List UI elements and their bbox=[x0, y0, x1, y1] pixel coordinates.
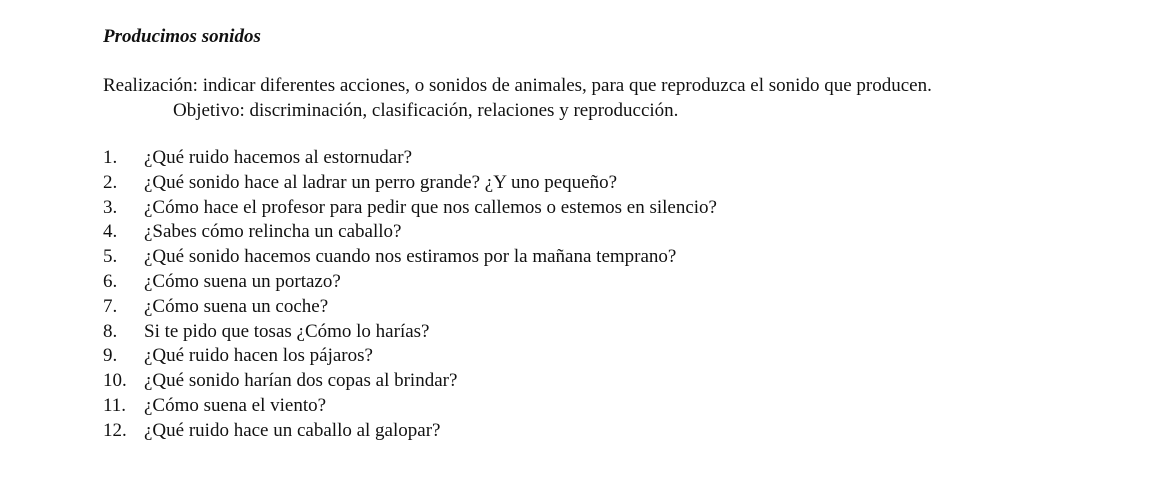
section-title: Producimos sonidos bbox=[103, 26, 261, 47]
list-item-text: ¿Sabes cómo relincha un caballo? bbox=[144, 221, 402, 243]
list-item-number: 2. bbox=[103, 171, 118, 193]
question-list bbox=[103, 146, 1023, 444]
list-item-number: 8. bbox=[103, 320, 118, 342]
list-item-number: 1. bbox=[103, 147, 118, 168]
list-item bbox=[103, 171, 1023, 196]
list-item-text: ¿Qué ruido hace un caballo al galopar? bbox=[144, 419, 441, 441]
list-item bbox=[103, 320, 1023, 345]
list-item bbox=[103, 394, 1023, 419]
list-item-number: 10. bbox=[103, 370, 127, 392]
list-item-number: 3. bbox=[103, 196, 118, 218]
list-item-text: ¿Qué ruido hacen los pájaros? bbox=[144, 345, 373, 367]
objetivo-paragraph: Objetivo: discriminación, clasificación, relaciones y reproducción. bbox=[173, 100, 679, 121]
list-item bbox=[103, 369, 1023, 394]
list-item bbox=[103, 419, 1023, 444]
list-item-number: 4. bbox=[103, 221, 118, 243]
list-item-number: 7. bbox=[103, 295, 118, 317]
list-item-number: 11. bbox=[103, 394, 127, 416]
list-item-number: 6. bbox=[103, 270, 118, 292]
list-item-text: ¿Cómo suena un portazo? bbox=[144, 270, 341, 292]
list-item bbox=[103, 146, 1023, 171]
list-item bbox=[103, 196, 1023, 221]
list-item bbox=[103, 220, 1023, 245]
list-item bbox=[103, 344, 1023, 369]
list-item-text: ¿Cómo suena un coche? bbox=[144, 295, 329, 317]
realizacion-paragraph: Realización: indicar diferentes acciones, o sonidos de animales, para que reproduzca el sonido que producen. bbox=[103, 75, 932, 96]
document-page bbox=[103, 24, 1023, 444]
list-item bbox=[103, 295, 1023, 320]
list-item-number: 12. bbox=[103, 419, 127, 441]
list-item-text: ¿Qué sonido harían dos copas al brindar? bbox=[144, 370, 458, 392]
list-item-text: ¿Cómo hace el profesor para pedir que nos callemos o estemos en silencio? bbox=[144, 196, 717, 218]
list-item-text: ¿Qué sonido hacemos cuando nos estiramos por la mañana temprano? bbox=[144, 246, 677, 268]
list-item-text: ¿Qué sonido hace al ladrar un perro grande? ¿Y uno pequeño? bbox=[144, 171, 618, 193]
list-item-text: ¿Cómo suena el viento? bbox=[144, 394, 327, 416]
list-item-number: 5. bbox=[103, 246, 118, 268]
list-item-text: ¿Qué ruido hacemos al estornudar? bbox=[144, 147, 413, 168]
list-item-number: 9. bbox=[103, 345, 118, 367]
list-item bbox=[103, 270, 1023, 295]
list-item-text: Si te pido que tosas ¿Cómo lo harías? bbox=[144, 320, 430, 342]
list-item bbox=[103, 245, 1023, 270]
